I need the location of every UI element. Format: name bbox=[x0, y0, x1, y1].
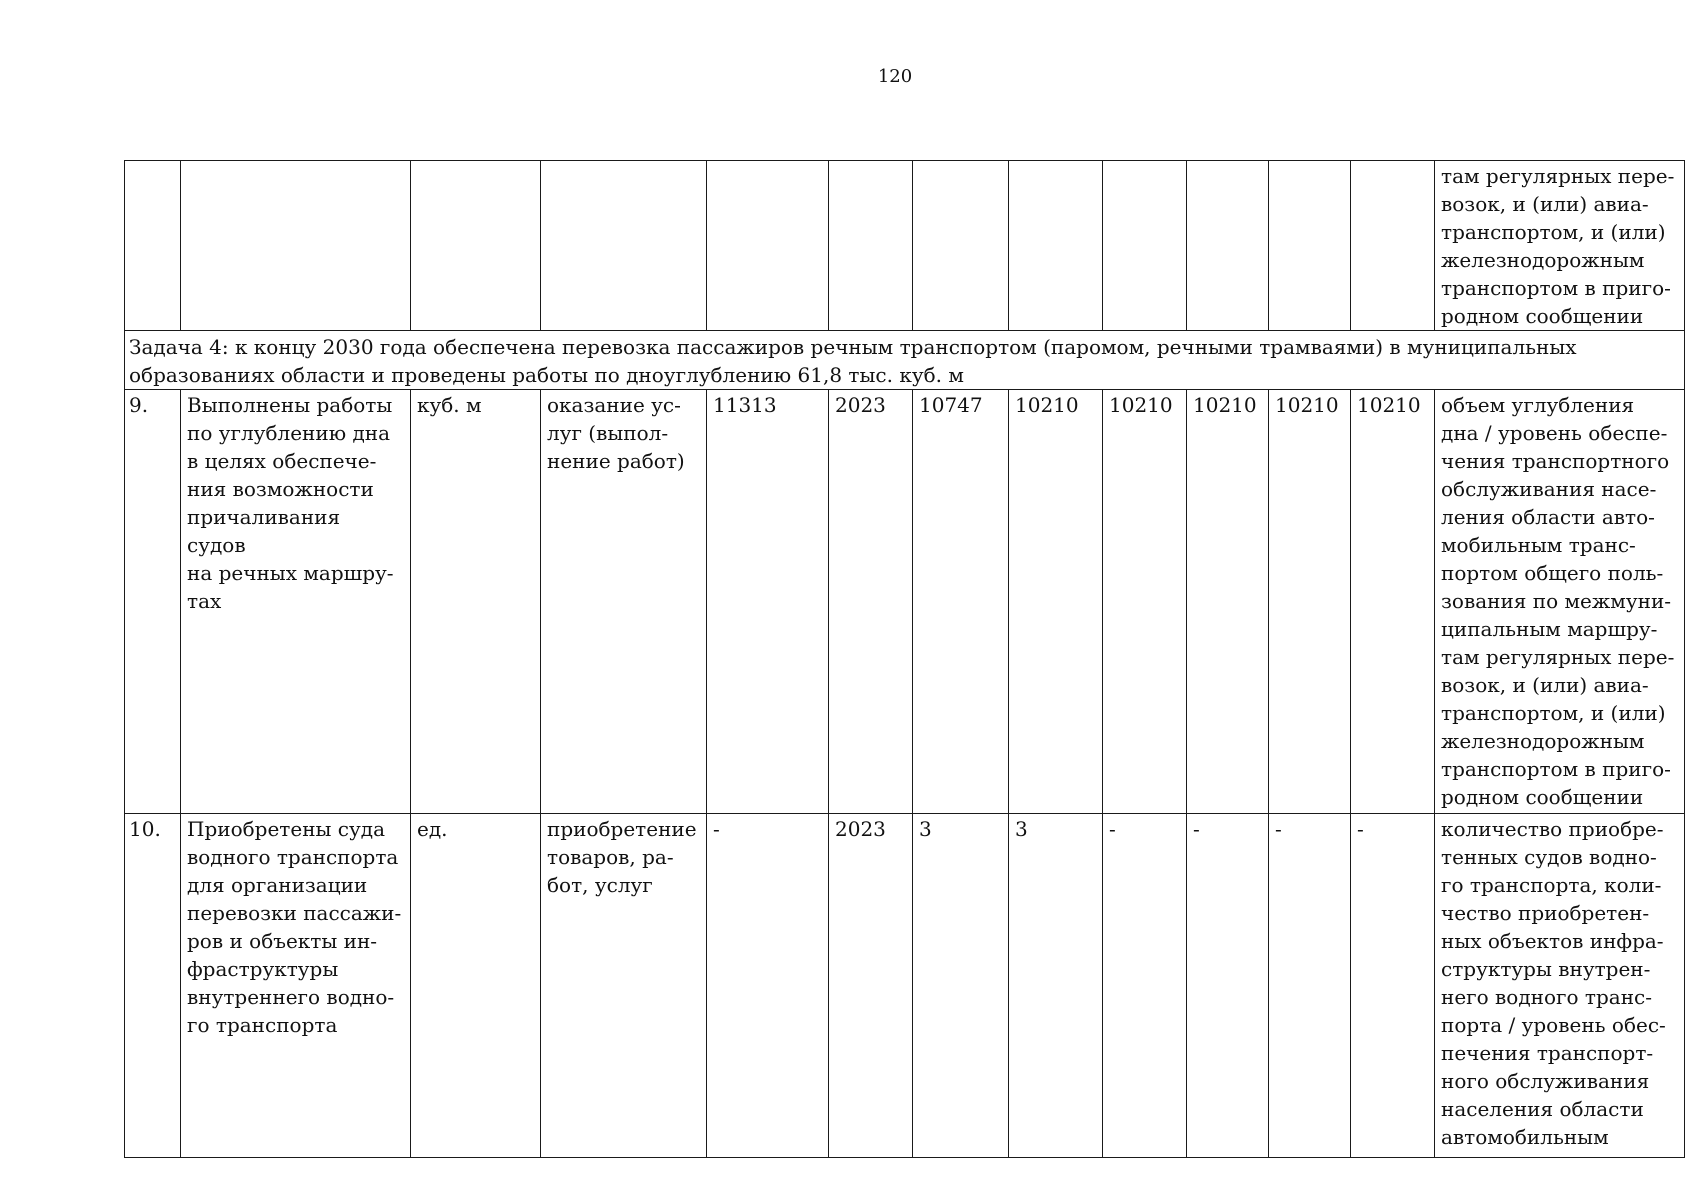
cell-base-value: 11313 bbox=[707, 390, 829, 814]
table-row-task bbox=[125, 331, 1685, 390]
cell-empty bbox=[181, 161, 411, 331]
table-row bbox=[125, 814, 1685, 1158]
cell-unit: куб. м bbox=[411, 390, 541, 814]
cell-base-year: 2023 bbox=[829, 814, 913, 1158]
cell-base-value: - bbox=[707, 814, 829, 1158]
cell-empty bbox=[829, 161, 913, 331]
cell-result-name: Приобретены суда водного транспорта для организации перевозки пассажи- ров и объекты ин- фраструктуры внутреннего водно- го транспорта bbox=[181, 814, 411, 1158]
cell-year-5: 10210 bbox=[1269, 390, 1351, 814]
cell-year-3: - bbox=[1103, 814, 1187, 1158]
table-row-continued bbox=[125, 161, 1685, 331]
cell-year-1: 10747 bbox=[913, 390, 1009, 814]
cell-year-4: 10210 bbox=[1187, 390, 1269, 814]
cell-empty bbox=[1009, 161, 1103, 331]
indicators-table bbox=[124, 160, 1685, 1158]
cell-unit: ед. bbox=[411, 814, 541, 1158]
cell-year-1: 3 bbox=[913, 814, 1009, 1158]
cell-empty bbox=[125, 161, 181, 331]
cell-description: объем углубления дна / уровень обеспе- чения транспортного обслуживания насе- ления области авто- мобильным транс- портом общего поль- зования по межмуни- ципальным маршру- там регулярных пере- возок, и (или) авиа- транспортом, и (или) железнодорожным транспортом в приго- родном сообщении bbox=[1435, 390, 1685, 814]
page-number: 120 bbox=[877, 66, 913, 87]
cell-empty bbox=[1269, 161, 1351, 331]
cell-year-4: - bbox=[1187, 814, 1269, 1158]
cell-result-name: Выполнены работы по углублению дна в целях обеспече- ния возможности причаливания судов на речных маршру- тах bbox=[181, 390, 411, 814]
cell-number: 9. bbox=[125, 390, 181, 814]
cell-empty bbox=[1187, 161, 1269, 331]
cell-number: 10. bbox=[125, 814, 181, 1158]
cell-empty bbox=[707, 161, 829, 331]
cell-year-5: - bbox=[1269, 814, 1351, 1158]
cell-result-type: оказание ус- луг (выпол- нение работ) bbox=[541, 390, 707, 814]
cell-empty bbox=[1351, 161, 1435, 331]
cell-empty bbox=[541, 161, 707, 331]
cell-result-type: приобретение товаров, ра- бот, услуг bbox=[541, 814, 707, 1158]
task-heading: Задача 4: к концу 2030 года обеспечена перевозка пассажиров речным транспортом (паромом, речными трамваями) в муниципальных образованиях области и проведены работы по дноуглублению 61,8 тыс. куб. м bbox=[125, 331, 1685, 390]
cell-year-3: 10210 bbox=[1103, 390, 1187, 814]
cell-year-2: 3 bbox=[1009, 814, 1103, 1158]
cell-year-6: - bbox=[1351, 814, 1435, 1158]
cell-base-year: 2023 bbox=[829, 390, 913, 814]
cell-continued-description: там регулярных пере- возок, и (или) авиа- транспортом, и (или) железнодорожным транспортом в приго- родном сообщении bbox=[1435, 161, 1685, 331]
cell-year-2: 10210 bbox=[1009, 390, 1103, 814]
cell-empty bbox=[913, 161, 1009, 331]
cell-description: количество приобре- тенных судов водно- го транспорта, коли- чество приобретен- ных объектов инфра- структуры внутрен- него водного транс- порта / уровень обес- печения транспорт- ного обслуживания населения области автомобильным bbox=[1435, 814, 1685, 1158]
cell-year-6: 10210 bbox=[1351, 390, 1435, 814]
cell-empty bbox=[1103, 161, 1187, 331]
cell-empty bbox=[411, 161, 541, 331]
table-row bbox=[125, 390, 1685, 814]
